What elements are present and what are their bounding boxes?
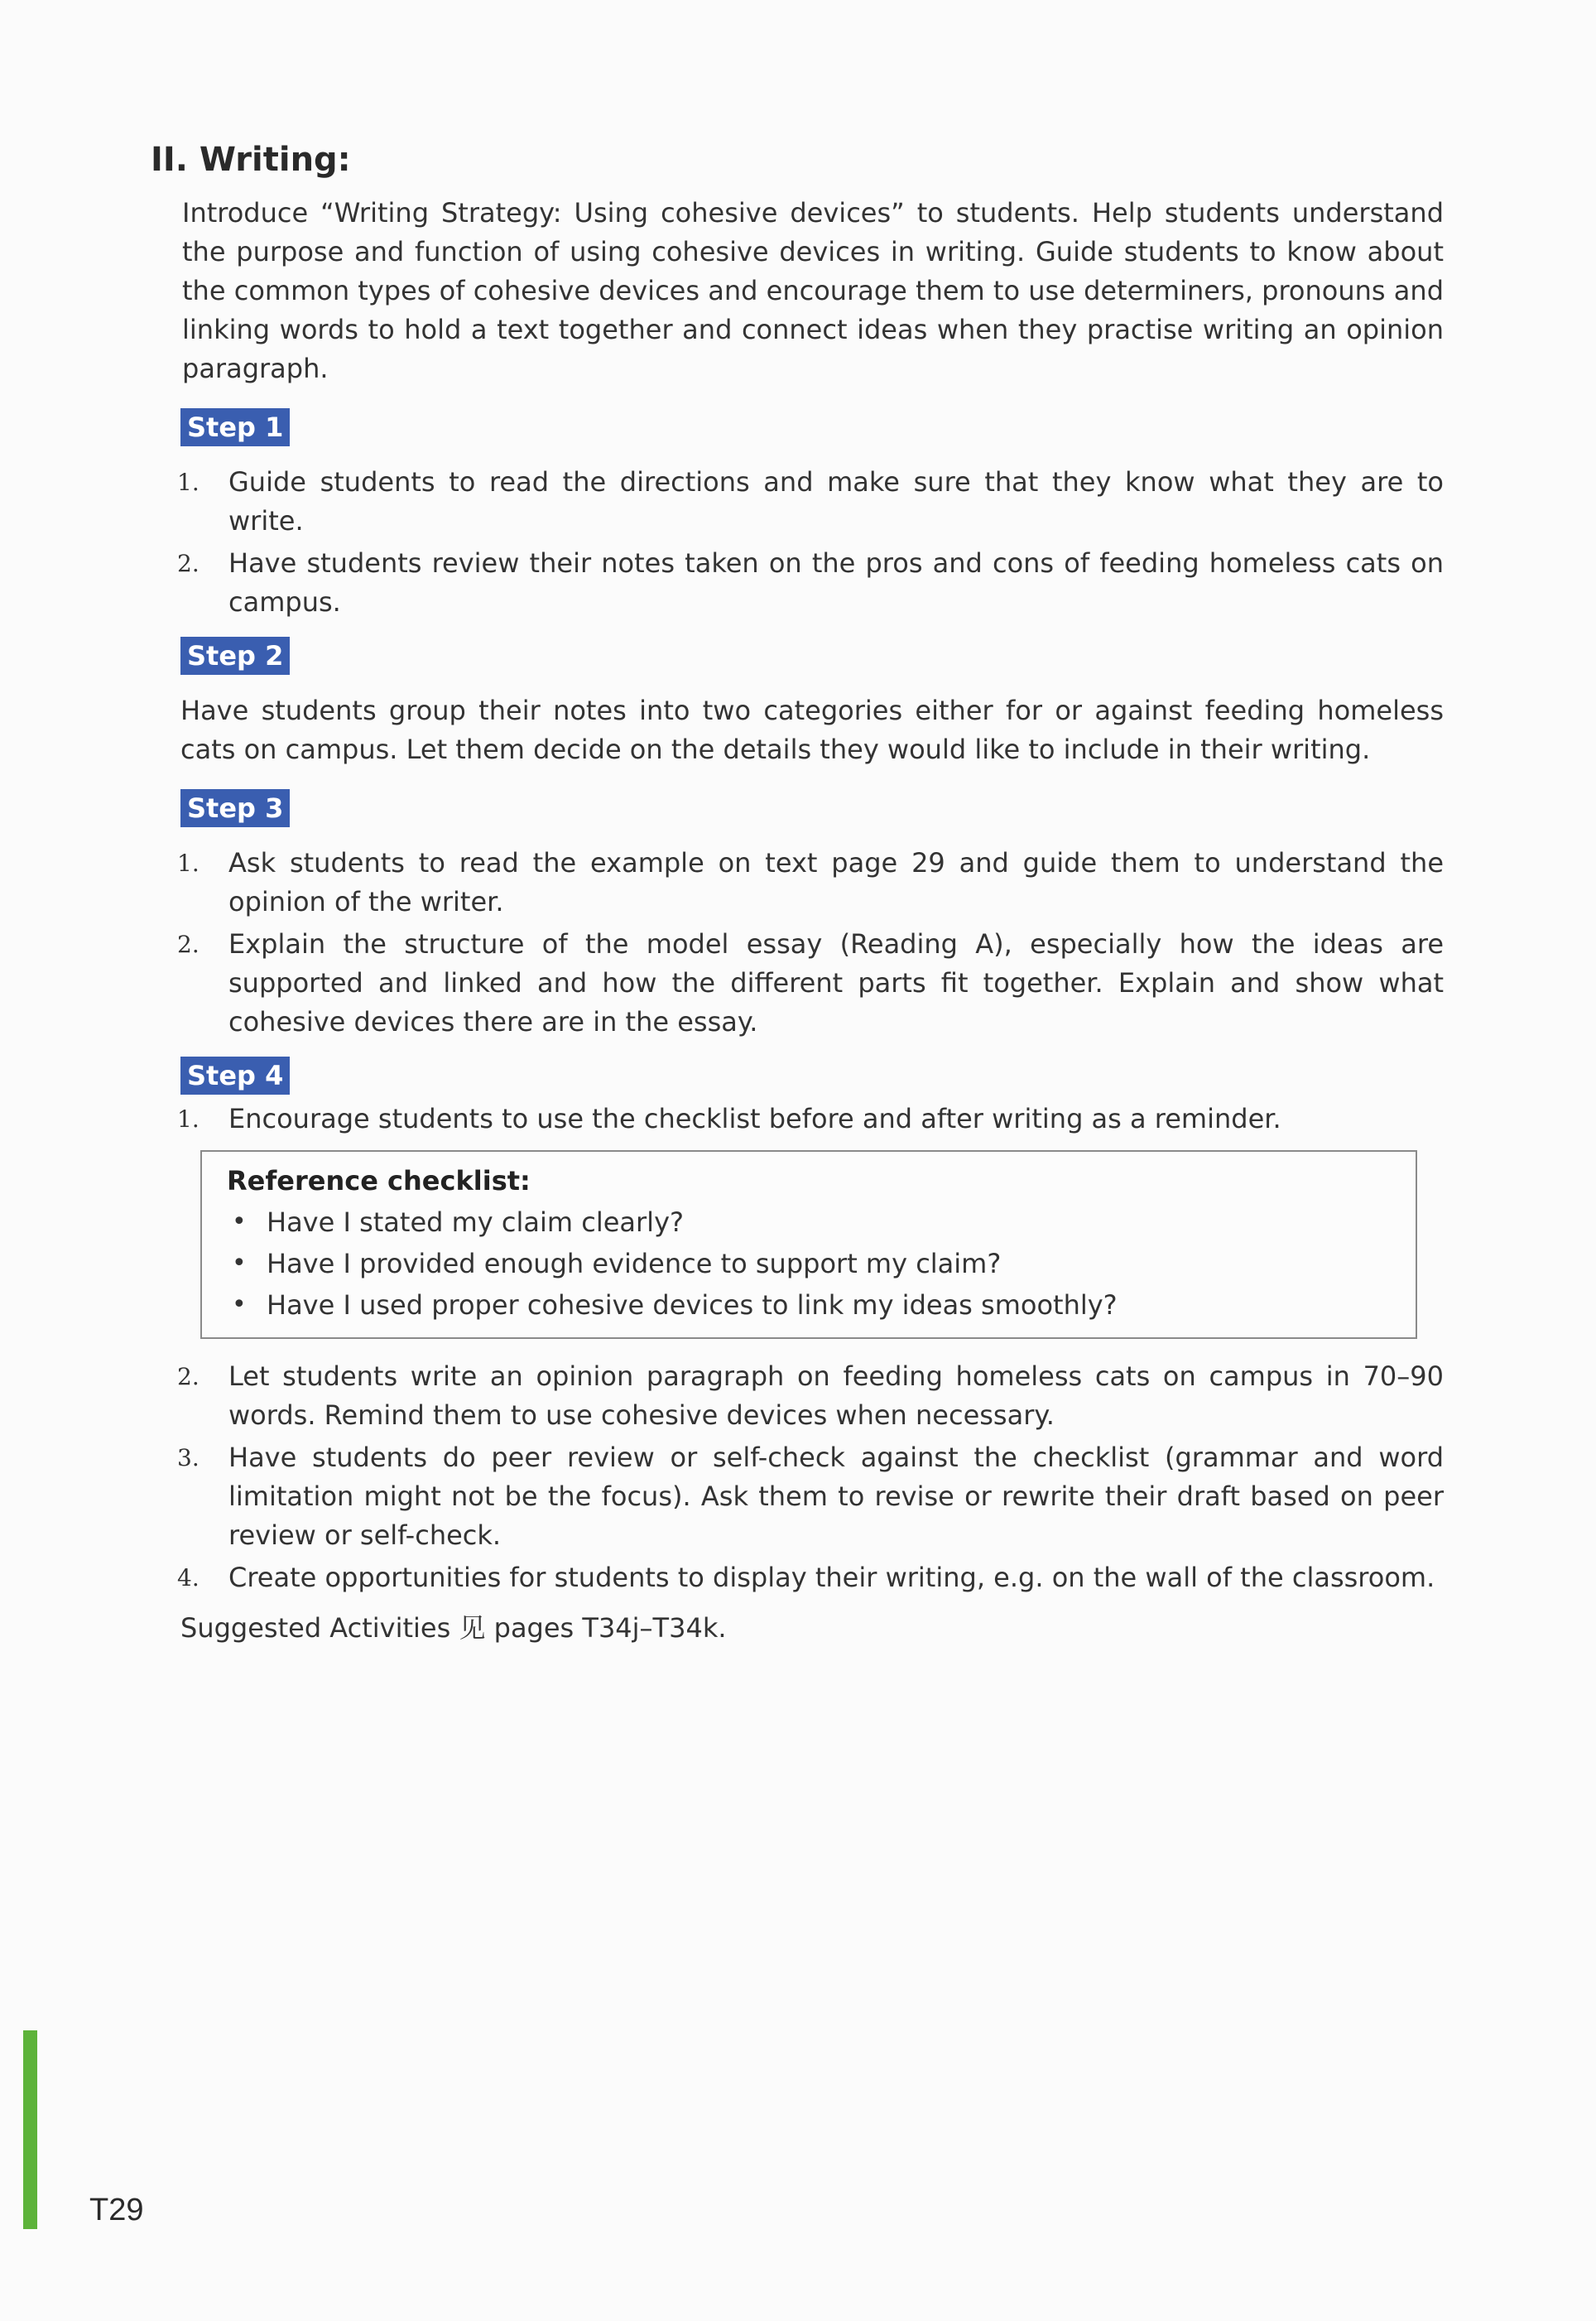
step-2-paragraph: Have students group their notes into two categories either for or against feeding homeless cats on campus. Let them decide on the details they would like to include in their writing. [180,695,1444,765]
item-number: 3. [177,1444,200,1471]
bullet-icon: • [232,1207,247,1236]
item-text: Guide students to read the directions and make sure that they know what they are to write. [228,466,1444,537]
checklist-item [227,1284,1391,1326]
list-item [177,925,1444,1042]
step-2-badge: Step 2 [180,637,290,675]
item-number: 1. [177,469,200,496]
list-item [177,1357,1444,1435]
item-text: Explain the structure of the model essay (Reading A), especially how the ideas are supported and linked and how the different parts fit together. Explain and show what cohesive devices there are in the essay. [228,928,1444,1038]
list-item [177,1438,1444,1555]
checklist-item-text: Have I used proper cohesive devices to link my ideas smoothly? [267,1289,1118,1321]
section-title: II. Writing: [151,141,351,179]
item-number: 2. [177,931,200,958]
item-text: Create opportunities for students to display their writing, e.g. on the wall of the classroom. [228,1562,1435,1593]
bullet-icon: • [232,1249,247,1278]
item-text: Ask students to read the example on text page 29 and guide them to understand the opinion of the writer. [228,847,1444,917]
reference-checklist-box [200,1150,1417,1339]
list-item [177,544,1444,622]
list-item [177,1558,1444,1597]
step-4-list-rest [177,1357,1444,1597]
item-text: Have students do peer review or self-check against the checklist (grammar and word limitation might not be the focus). Ask them to revise or rewrite their draft based on peer review or self-check. [228,1442,1444,1551]
list-item [177,1100,1444,1139]
item-number: 4. [177,1564,200,1591]
list-item [177,463,1444,541]
checklist-item [227,1201,1391,1243]
side-color-bar [23,2030,37,2229]
step-4-badge: Step 4 [180,1057,290,1095]
item-number: 1. [177,1105,200,1133]
item-text: Let students write an opinion paragraph on feeding homeless cats on campus in 70–90 words. Remind them to use cohesive devices when necessary. [228,1360,1444,1431]
checklist-item-text: Have I provided enough evidence to support my claim? [267,1248,1002,1279]
item-number: 2. [177,1363,200,1390]
step-3-badge: Step 3 [180,789,290,827]
step-1-badge: Step 1 [180,408,290,446]
checklist-items [227,1201,1391,1326]
page-number: T29 [89,2193,144,2227]
item-text: Have students review their notes taken on the pros and cons of feeding homeless cats on campus. [228,547,1444,618]
item-number: 1. [177,850,200,877]
step-4-list-first [177,1100,1444,1139]
step-3-list [177,844,1444,1042]
item-number: 2. [177,550,200,577]
step-1-list [177,463,1444,622]
checklist-item [227,1243,1391,1284]
item-text: Encourage students to use the checklist before and after writing as a reminder. [228,1103,1281,1134]
suggested-activities: Suggested Activities 见 pages T34j–T34k. [180,1612,727,1644]
checklist-title: Reference checklist: [227,1165,531,1197]
bullet-icon: • [232,1290,247,1319]
intro-paragraph: Introduce “Writing Strategy: Using cohesive devices” to students. Help students understand the purpose and function of using cohesive devices in writing. Guide students to know about the common types of cohesive devices and encourage them to use determiners, pronouns and linking words to hold a text together and connect ideas when they practise writing an opinion paragraph. [182,197,1444,384]
checklist-item-text: Have I stated my claim clearly? [267,1206,684,1238]
list-item [177,844,1444,922]
content [151,141,1444,1648]
